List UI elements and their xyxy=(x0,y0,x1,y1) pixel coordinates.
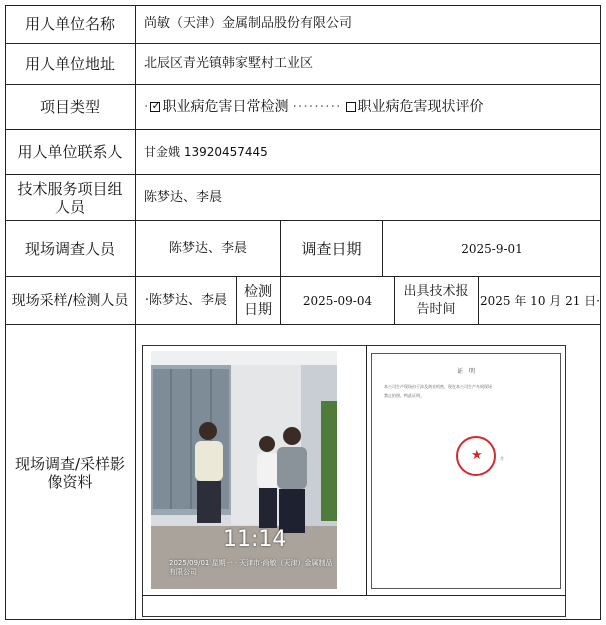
checked-box-icon[interactable]: ✓ xyxy=(151,99,161,112)
site-photo xyxy=(151,351,337,589)
tech-team-value: 陈梦达、李晨 xyxy=(144,189,223,205)
seal-star-icon: ★ xyxy=(471,448,483,463)
tech-team-label: 技术服务项目组人员 xyxy=(17,179,123,216)
employer-address-value: 北辰区青光镇韩家墅村工业区 xyxy=(144,56,314,71)
site-photo-illustration xyxy=(151,351,337,589)
report-date-value: 2025 年 10 月 21 日· xyxy=(480,293,600,308)
test-date-label: 检测日期 xyxy=(244,283,272,318)
unchecked-box-icon[interactable] xyxy=(346,102,356,112)
certificate-date: 月 xyxy=(500,456,504,461)
survey-date-value: 2025-9-01 xyxy=(461,241,523,256)
photo-caption: 2025/09/01 星期一 · 天津市·尚敏（天津）金属制品有限公司 xyxy=(169,559,333,576)
contact-value: 甘金娥 13920457445 xyxy=(144,145,268,159)
report-date-label: 出具技术报告时间 xyxy=(403,283,469,317)
survey-staff-value: 陈梦达、李晨 xyxy=(168,240,247,256)
employer-address-label: 用人单位地址 xyxy=(24,55,115,73)
col-divider xyxy=(394,276,395,324)
contact-label: 用人单位联系人 xyxy=(17,143,123,161)
option-daily-monitoring: 职业病危害日常检测 xyxy=(162,99,289,115)
option-status-evaluation: 职业病危害现状评价 xyxy=(357,99,484,115)
employer-name-value: 尚敏（天津）金属制品股份有限公司 xyxy=(144,16,353,31)
survey-date-label: 调查日期 xyxy=(301,239,362,258)
media-divider xyxy=(142,595,566,596)
media-divider xyxy=(366,345,367,595)
col-divider xyxy=(236,276,237,324)
project-type-label: 项目类型 xyxy=(39,98,100,116)
sampling-staff-label: 现场采样/检测人员 xyxy=(11,292,129,309)
photo-timestamp: 11:14 xyxy=(223,527,287,552)
sampling-staff-value: ·陈梦达、李晨 xyxy=(144,292,228,308)
media-label: 现场调查/采样影像资料 xyxy=(14,454,126,491)
certificate-title: 证 明 xyxy=(456,368,475,375)
project-type-options: · ✓ 职业病危害日常检测 ········· 职业病危害现状评价 xyxy=(144,99,484,115)
employer-name-label: 用人单位名称 xyxy=(24,15,115,33)
certificate-body: 本公司生产现场由于涉及商业机密，现在本公司生产车间现场 禁止拍照，特此证明。 xyxy=(384,384,492,398)
survey-staff-label: 现场调查人员 xyxy=(24,239,115,258)
company-seal xyxy=(456,436,496,476)
test-date-value: 2025-09-04 xyxy=(302,293,373,308)
certificate-scan xyxy=(371,353,561,589)
leader-dots: ········· xyxy=(292,99,342,115)
